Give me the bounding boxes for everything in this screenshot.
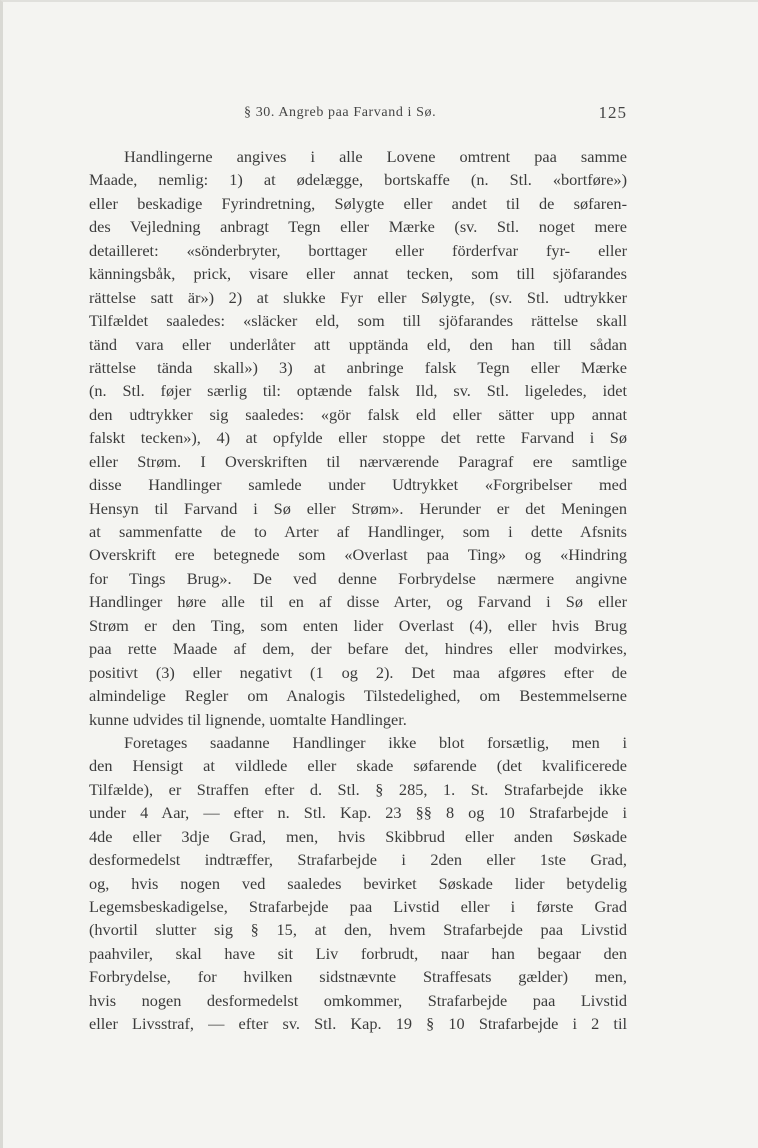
text-line: rättelse satt är») 2) at slukke Fyr eller Sølygte, (sv. Stl. udtrykker xyxy=(89,287,627,307)
text-line: Tilfælde), er Straffen efter d. Stl. § 285, 1. St. Strafarbejde ikke xyxy=(89,779,627,799)
text-line: eller Strøm. I Overskriften til nærværende Paragraf ere samtlige xyxy=(89,451,627,471)
text-line: Handlinger høre alle til en af disse Arter, og Farvand i Sø eller xyxy=(89,592,627,612)
text-line: eller beskadige Fyrindretning, Sølygte eller andet til de søfaren- xyxy=(89,193,627,213)
text-line: Handlingerne angives i alle Lovene omtrent paa samme xyxy=(124,147,627,166)
text-line: paahviler, skal have sit Liv forbrudt, naar han begaar den xyxy=(89,943,627,963)
running-head xyxy=(89,103,627,125)
text-line: paa rette Maade af dem, der befare det, hindres eller modvirkes, xyxy=(89,639,627,659)
text-line: detailleret: «sönderbryter, borttager eller förderfvar fyr- eller xyxy=(89,240,627,260)
page-number: 125 xyxy=(598,103,627,122)
text-line: under 4 Aar, — efter n. Stl. Kap. 23 §§ 8 og 10 Strafarbejde i xyxy=(89,803,627,823)
text-line: känningsbåk, prick, visare eller annat tecken, som till sjöfarandes xyxy=(89,264,627,284)
text-line: Tilfældet saaledes: «släcker eld, som till sjöfarandes rättelse skall xyxy=(89,311,627,331)
text-line: Foretages saadanne Handlinger ikke blot forsætlig, men i xyxy=(124,732,627,752)
text-line: (hvortil slutter sig § 15, at den, hvem Strafarbejde paa Livstid xyxy=(89,920,627,940)
text-line: Maade, nemlig: 1) at ødelægge, bortskaffe (n. Stl. «bortføre») xyxy=(89,170,627,190)
text-line: og, hvis nogen ved saaledes bevirket Søskade lider betydelig xyxy=(89,873,627,893)
text-line: den Hensigt at vildlede eller skade søfarende (det kvalificerede xyxy=(89,756,627,776)
text-line: almindelige Regler om Analogis Tilstedelighed, om Bestemmelserne xyxy=(89,686,627,706)
text-line: Overskrift ere betegnede som «Overlast paa Ting» og «Hindring xyxy=(89,545,627,565)
text-line: hvis nogen desformedelst omkommer, Strafarbejde paa Livstid xyxy=(89,990,627,1010)
text-line: tänd vara eller underlåter att upptända eld, den han till sådan xyxy=(89,334,627,354)
section-title: § 30. Angreb paa Farvand i Sø. xyxy=(244,105,437,120)
text-line: falskt tecken»), 4) at opfylde eller stoppe det rette Farvand i Sø xyxy=(89,428,627,448)
text-line: des Vejledning anbragt Tegn eller Mærke (sv. Stl. noget mere xyxy=(89,217,627,237)
text-line: 4de eller 3dje Grad, men, hvis Skibbrud eller anden Søskade xyxy=(89,826,627,846)
text-line: eller Livsstraf, — efter sv. Stl. Kap. 19 § 10 Strafarbejde i 2 til xyxy=(89,1014,627,1034)
text-line: at sammenfatte de to Arter af Handlinger, som i dette Afsnits xyxy=(89,522,627,541)
text-line: Hensyn til Farvand i Sø eller Strøm». Herunder er det Meningen xyxy=(89,498,627,518)
text-line: den udtrykker sig saaledes: «gör falsk eld eller sätter upp annat xyxy=(89,404,627,424)
text-line: Forbrydelse, for hvilken sidstnævnte Straffesats gælder) men, xyxy=(89,967,627,987)
body-text xyxy=(89,145,627,1036)
text-line: desformedelst indtræffer, Strafarbejde i 2den eller 1ste Grad, xyxy=(89,850,627,870)
text-line: disse Handlinger samlede under Udtrykket «Forgribelser med xyxy=(89,475,627,495)
text-line: positivt (3) eller negativt (1 og 2). Det maa afgøres efter de xyxy=(89,662,627,682)
text-line: kunne udvides til lignende, uomtalte Handlinger. xyxy=(89,709,407,729)
text-line: for Tings Brug». De ved denne Forbrydelse nærmere angivne xyxy=(89,568,627,588)
text-line: rättelse tända skall») 3) at anbringe falsk Tegn eller Mærke xyxy=(89,357,627,377)
text-line: Legemsbeskadigelse, Strafarbejde paa Livstid eller i første Grad xyxy=(89,897,627,916)
text-line: Strøm er den Ting, som enten lider Overlast (4), eller hvis Brug xyxy=(89,615,627,635)
text-line: (n. Stl. føjer særlig til: optænde falsk Ild, sv. Stl. ligeledes, idet xyxy=(89,381,627,401)
